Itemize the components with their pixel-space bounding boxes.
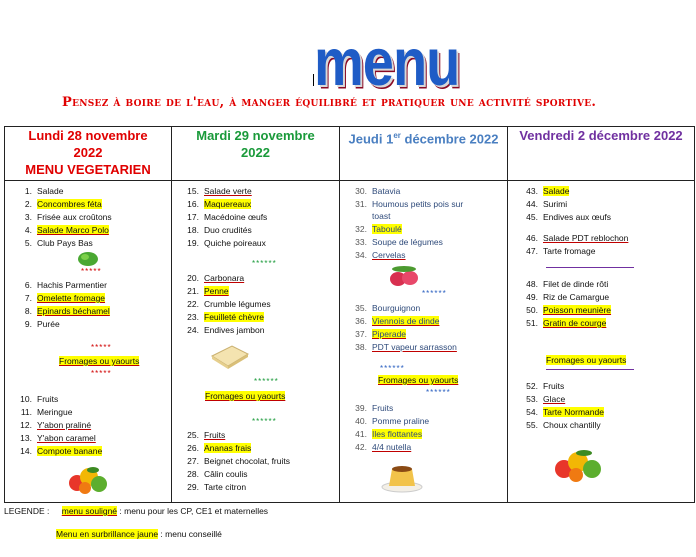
cheese-option: Fromages ou yaourts xyxy=(546,355,627,365)
cheese-option: Fromages ou yaourts xyxy=(59,356,140,366)
wednesday-date: Jeudi 1 xyxy=(348,131,394,147)
menu-item: 25. Fruits xyxy=(187,430,226,440)
menu-item: 55. Choux chantilly xyxy=(526,420,601,430)
menu-item: 46. Salade PDT reblochon xyxy=(526,233,629,243)
legend-underline xyxy=(4,506,268,516)
header-tuesday xyxy=(172,127,340,181)
header-thursday xyxy=(508,127,695,181)
salad-icon xyxy=(77,251,99,267)
menu-item: 50. Poisson meunière xyxy=(526,305,612,315)
menu-item: 4. Salade Marco Polo xyxy=(24,225,109,235)
menu-item: 37. Piperade xyxy=(355,329,407,339)
menu-item: 24. Endives jambon xyxy=(187,325,265,335)
menu-item: 2. Concombres féta xyxy=(24,199,102,209)
menu-item: 43. Salade xyxy=(526,186,570,196)
menu-item: 27. Beignet chocolat, fruits xyxy=(187,456,290,466)
cheese-option: Fromages ou yaourts xyxy=(205,391,286,401)
menu-item: 15. Salade verte xyxy=(187,186,252,196)
menu-item: 40. Pomme praline xyxy=(355,416,430,426)
menu-item: 38. PDT vapeur sarrasson xyxy=(355,342,457,352)
cheese-icon xyxy=(210,342,250,370)
column-tuesday xyxy=(172,181,340,503)
stars-separator: ****** xyxy=(426,388,451,397)
legend-underlined-desc: : menu pour les CP, CE1 et maternelles xyxy=(117,506,269,516)
menu-item: 48. Filet de dinde rôti xyxy=(526,279,609,289)
thursday-date: Vendredi 2 décembre 2022 xyxy=(519,128,683,143)
menu-item: 53. Glace xyxy=(526,394,566,404)
menu-item: 52. Fruits xyxy=(526,381,565,391)
menu-item: 11. Meringue xyxy=(20,407,73,417)
menu-item: toast xyxy=(372,211,391,221)
wednesday-sup: er xyxy=(393,131,401,140)
menu-item: 1. Salade xyxy=(24,186,64,196)
menu-item: 31. Houmous petits pois sur xyxy=(355,199,464,209)
menu-item: 21. Penne xyxy=(187,286,229,296)
tuesday-year: 2022 xyxy=(241,145,270,160)
menu-item: 9. Purée xyxy=(24,319,60,329)
stars-separator: ****** xyxy=(254,377,279,386)
monday-date: Lundi 28 novembre xyxy=(28,128,148,143)
wednesday-month: décembre 2022 xyxy=(400,131,499,147)
menu-item: 42. 4/4 nutella xyxy=(355,442,412,452)
menu-item: 45. Endives aux œufs xyxy=(526,212,612,222)
legend-highlight xyxy=(56,529,222,539)
stars-separator: ****** xyxy=(252,417,277,426)
menu-item: 7. Omelette fromage xyxy=(24,293,106,303)
menu-item: 23. Feuilleté chèvre xyxy=(187,312,265,322)
fruit-basket-icon xyxy=(550,447,610,483)
menu-item: 29. Tarte citron xyxy=(187,482,247,492)
menu-item: 20. Carbonara xyxy=(187,273,245,283)
menu-item: 47. Tarte fromage xyxy=(526,246,596,256)
menu-item: 30. Batavia xyxy=(355,186,401,196)
column-wednesday xyxy=(340,181,508,503)
page-title: menu xyxy=(314,23,460,100)
stars-separator: ****** xyxy=(380,364,405,373)
monday-year: 2022 xyxy=(73,145,103,160)
menu-item: 28. Câlin coulis xyxy=(187,469,248,479)
menu-item: 54. Tarte Normande xyxy=(526,407,604,417)
legend-underlined-label: menu souligné xyxy=(61,506,118,516)
monday-theme: MENU VEGETARIEN xyxy=(25,162,151,177)
stars-separator: ****** xyxy=(252,259,277,268)
header-monday xyxy=(5,127,172,181)
menu-item: 44. Surimi xyxy=(526,199,568,209)
stars-separator: ***** xyxy=(91,343,112,352)
divider xyxy=(546,369,634,370)
menu-item: 41. Iles flottantes xyxy=(355,429,423,439)
menu-item: 10. Fruits xyxy=(20,394,59,404)
stars-separator: ***** xyxy=(81,267,102,276)
column-monday xyxy=(5,181,172,503)
header-wednesday xyxy=(340,127,508,181)
legend-highlight-desc: : menu conseillé xyxy=(158,529,222,539)
menu-item: 22. Crumble légumes xyxy=(187,299,271,309)
fruit-basket-icon xyxy=(65,463,111,495)
menu-item: 35. Bourguignon xyxy=(355,303,421,313)
menu-item: 5. Club Pays Bas xyxy=(24,238,93,248)
menu-item: 17. Macédoine œufs xyxy=(187,212,268,222)
menu-item: 12. Y'abon praliné xyxy=(20,420,92,430)
column-thursday xyxy=(508,181,695,503)
menu-table xyxy=(4,126,695,503)
menu-item: 13. Y'abon caramel xyxy=(20,433,96,443)
flan-icon xyxy=(380,459,424,493)
menu-item: 51. Gratin de courge xyxy=(526,318,607,328)
menu-item: 49. Riz de Camargue xyxy=(526,292,610,302)
menu-item: 8. Epinards béchamel xyxy=(24,306,110,316)
menu-item: 18. Duo crudités xyxy=(187,225,252,235)
tuesday-date: Mardi 29 novembre xyxy=(196,128,315,143)
menu-item: 6. Hachis Parmentier xyxy=(24,280,107,290)
menu-item: 36. Viennois de dinde xyxy=(355,316,440,326)
menu-item: 34. Cervelas xyxy=(355,250,406,260)
menu-item: 14. Compote banane xyxy=(20,446,103,456)
legend-label: LEGENDE : xyxy=(4,506,50,516)
slogan: Pensez à boire de l'eau, à manger équilibré et pratiquer une activité sportive. xyxy=(62,95,597,110)
radish-icon xyxy=(384,265,426,287)
stars-separator: ***** xyxy=(91,369,112,378)
legend-highlight-label: Menu en surbrillance jaune xyxy=(56,529,159,539)
stars-separator: ****** xyxy=(422,289,447,298)
menu-item: 26. Ananas frais xyxy=(187,443,252,453)
cheese-option: Fromages ou yaourts xyxy=(378,375,459,385)
menu-item: 19. Quiche poireaux xyxy=(187,238,266,248)
menu-item: 32. Taboulé xyxy=(355,224,402,234)
menu-item: 3. Frisée aux croûtons xyxy=(24,212,112,222)
divider xyxy=(546,267,634,268)
menu-item: 33. Soupe de légumes xyxy=(355,237,443,247)
menu-item: 16. Maquereaux xyxy=(187,199,252,209)
menu-item: 39. Fruits xyxy=(355,403,394,413)
